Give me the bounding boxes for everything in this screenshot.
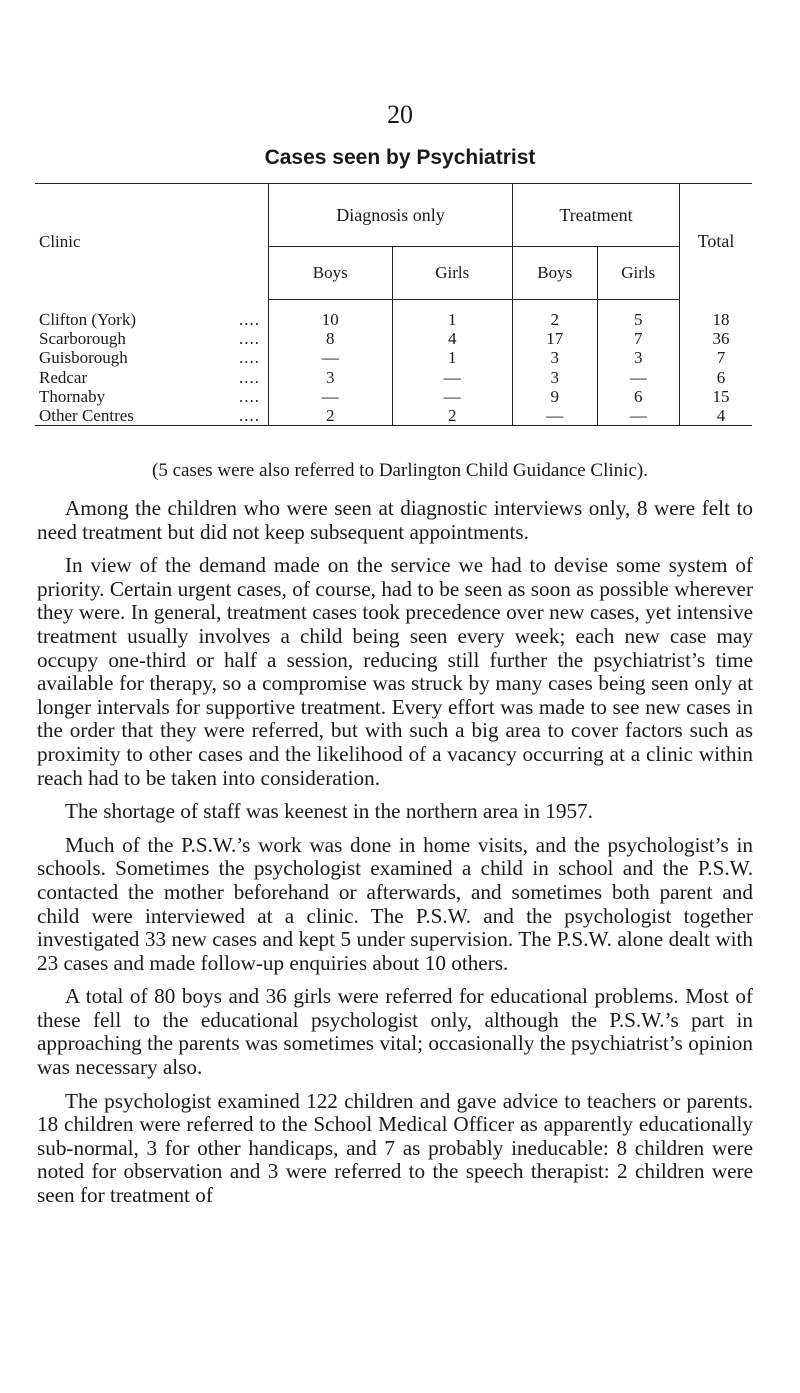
page-number: 20 [387,100,413,129]
treatment-boys-cell: 2 [512,300,597,330]
diagnosis-girls-cell: 1 [392,300,512,330]
header-treatment: Treatment [512,184,679,247]
treatment-girls-cell: 3 [597,348,679,367]
diagnosis-boys-cell: 2 [269,406,393,426]
diagnosis-boys-cell: 8 [269,329,393,348]
diagnosis-girls-cell: — [392,387,512,406]
diagnosis-boys-cell: 10 [269,300,393,330]
clinic-cell [35,329,269,348]
header-treatment-boys: Boys [512,247,597,300]
table-row [35,387,752,406]
leader-dots: .... [239,367,260,387]
treatment-girls-cell: — [597,406,679,426]
total-cell: 18 [680,300,753,330]
paragraph: Among the children who were seen at diagnostic interviews only, 8 were felt to need treatment but did not keep subsequent appointments. [37,496,753,544]
paragraph: Much of the P.S.W.’s work was done in home visits, and the psychologist’s in schools. Sometimes the psychologist examined a child in school and the P.S.W. contacted the mother beforehand or afterwards, and sometimes both parent and child were interviewed at a clinic. The P.S.W. and the psychologist together investigated 33 new cases and kept 5 under supervision. The P.S.W. alone dealt with 23 cases and made follow-up enquiries about 10 others. [37,832,753,975]
total-cell: 15 [680,387,753,406]
treatment-boys-cell: 17 [512,329,597,348]
total-cell: 6 [680,368,753,387]
treatment-boys-cell: 3 [512,368,597,387]
table-title: Cases seen by Psychiatrist [264,146,536,169]
header-diagnosis-girls: Girls [392,247,512,300]
paragraph: The psychologist examined 122 children and gave advice to teachers or parents. 18 children were referred to the School Medical Officer as apparently educationally sub-normal, 3 for other handicaps, and 7 as probably ineducable: 8 children were noted for observation and 3 were referred to the speech therapist: 2 children were seen for treatment of [37,1088,753,1208]
leader-dots: .... [239,329,260,349]
treatment-girls-cell: 5 [597,300,679,330]
diagnosis-boys-cell: — [269,348,393,367]
clinic-name: Redcar [39,367,88,387]
table-footnote: (5 cases were also referred to Darlington Child Guidance Clinic). [152,460,648,481]
leader-dots: .... [239,386,260,406]
total-cell: 36 [680,329,753,348]
leader-dots: .... [239,348,260,368]
clinic-cell [35,348,269,367]
clinic-cell [35,300,269,330]
clinic-name: Guisborough [39,348,128,368]
treatment-boys-cell: — [512,406,597,426]
table-row [35,406,752,426]
header-clinic: Clinic [35,184,269,300]
paragraph: In view of the demand made on the service we had to devise some system of priority. Certain urgent cases, of course, had to be seen as soon as possible wherever they were. In general, treatment cases took precedence over new cases, yet intensive treatment usually involves a child being seen every week; each new case may occupy one-third or half a session, reducing still further the psychiatrist’s time available for therapy, so a compromise was struck by many cases being seen only at longer intervals for supportive treatment. Every effort was made to see new cases in the order that they were referred, but with such a big area to cover factors such as proximity to other cases and the likelihood of a vacancy occurring at a clinic within reach had to be taken into consideration. [37,553,753,790]
header-treatment-girls: Girls [597,247,679,300]
treatment-girls-cell: — [597,368,679,387]
table-row [35,300,752,330]
header-diagnosis-boys: Boys [269,247,393,300]
treatment-boys-cell: 3 [512,348,597,367]
clinic-cell [35,387,269,406]
paragraph: The shortage of staff was keenest in the northern area in 1957. [65,799,593,824]
clinic-cell [35,406,269,426]
clinic-cell [35,368,269,387]
total-cell: 7 [680,348,753,367]
clinic-name: Clifton (York) [39,309,136,329]
header-diagnosis-only: Diagnosis only [269,184,513,247]
treatment-girls-cell: 7 [597,329,679,348]
leader-dots: .... [239,309,260,329]
table-row [35,368,752,387]
total-cell: 4 [680,406,753,426]
diagnosis-boys-cell: — [269,387,393,406]
header-total: Total [680,184,753,300]
diagnosis-girls-cell: 4 [392,329,512,348]
table-row [35,329,752,348]
diagnosis-girls-cell: 2 [392,406,512,426]
leader-dots: .... [239,406,260,426]
clinic-name: Scarborough [39,329,126,349]
diagnosis-boys-cell: 3 [269,368,393,387]
body-text [37,497,753,1218]
clinic-name: Thornaby [39,386,106,406]
paragraph: A total of 80 boys and 36 girls were referred for educational problems. Most of these fell to the educational psychologist only, although the P.S.W.’s part in approaching the parents was sometimes vital; occasionally the psychiatrist’s opinion was necessary also. [37,984,753,1080]
table-row [35,348,752,367]
cases-table [35,183,752,426]
diagnosis-girls-cell: 1 [392,348,512,367]
clinic-name: Other Centres [39,406,134,426]
treatment-boys-cell: 9 [512,387,597,406]
treatment-girls-cell: 6 [597,387,679,406]
diagnosis-girls-cell: — [392,368,512,387]
